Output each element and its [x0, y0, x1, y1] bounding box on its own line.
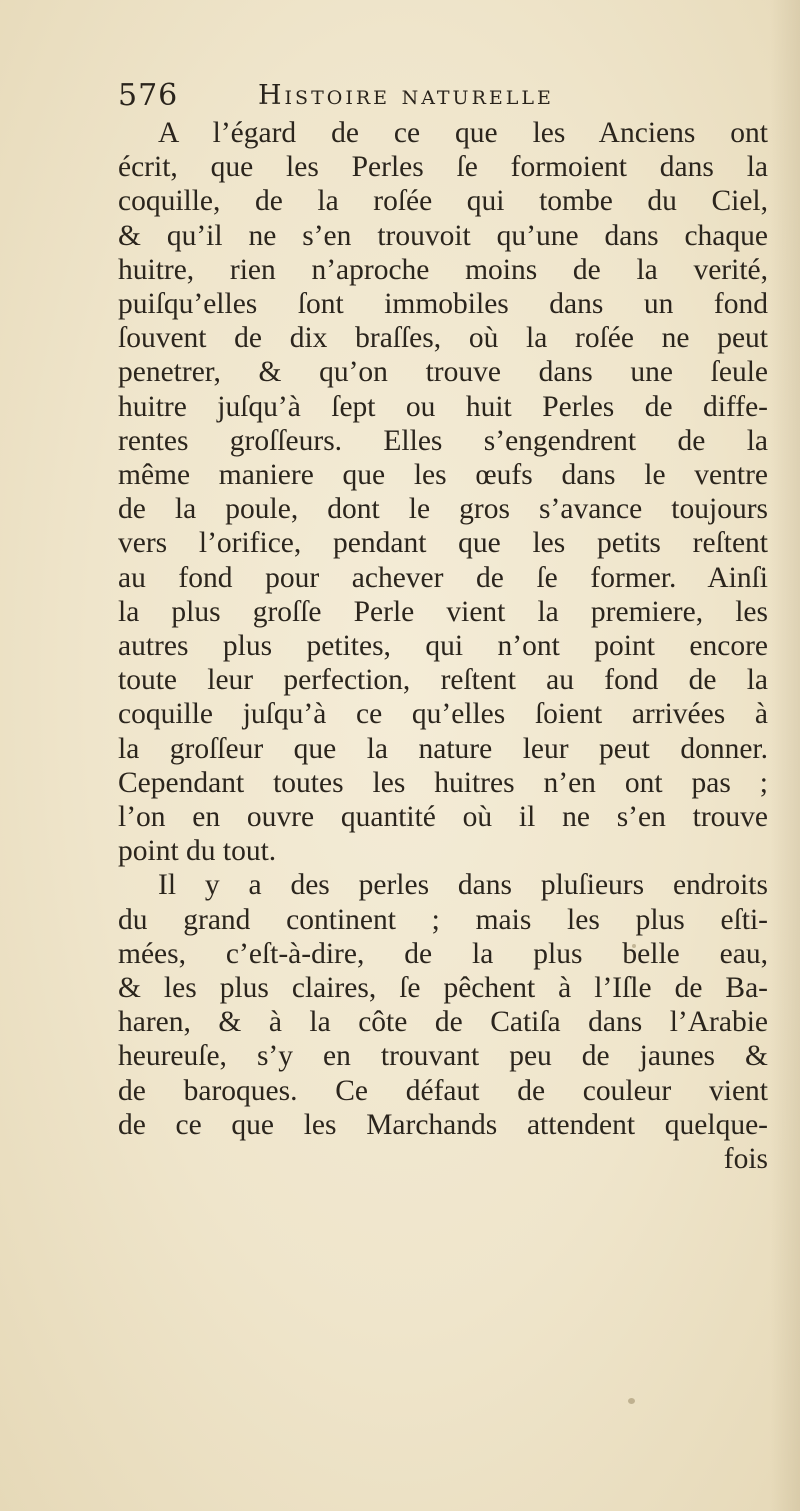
text-line: & les plus claires, ſe pêchent à l’Iſle de Ba-: [118, 972, 768, 1005]
text-line: haren, & à la côte de Catiſa dans l’Arabie: [118, 1006, 768, 1039]
text-line: & qu’il ne s’en trouvoit qu’une dans chaque: [118, 219, 768, 252]
text-line: de baroques. Ce défaut de couleur vient: [118, 1074, 768, 1107]
text-line: l’on en ouvre quantité où il ne s’en trouve: [118, 801, 768, 834]
text-line: huitre, rien n’aproche moins de la verité,: [118, 253, 768, 286]
text-line: coquille, de la roſée qui tombe du Ciel,: [118, 185, 768, 218]
text-line: même maniere que les œufs dans le ventre: [118, 459, 768, 492]
text-line: de la poule, dont le gros s’avance toujours: [118, 493, 768, 526]
text-line: A l’égard de ce que les Anciens ont: [158, 117, 768, 149]
text-line: puiſqu’elles ſont immobiles dans un fond: [118, 288, 768, 321]
text-line: huitre juſqu’à ſept ou huit Perles de diffe-: [118, 390, 768, 423]
text-line: penetrer, & qu’on trouve dans une ſeule: [118, 356, 768, 389]
page-header: [118, 78, 678, 113]
text-line: heureuſe, s’y en trouvant peu de jaunes &: [118, 1040, 768, 1073]
text-line: la groſſeur que la nature leur peut donner.: [118, 732, 768, 765]
text-line: du grand continent ; mais les plus eſti-: [118, 903, 768, 936]
text-line: coquille juſqu’à ce qu’elles ſoient arrivées à: [118, 698, 768, 731]
text-line: écrit, que les Perles ſe formoient dans la: [118, 151, 768, 184]
text-line: toute leur perfection, reſtent au fond de la: [118, 664, 768, 697]
text-line: ſouvent de dix braſſes, où la roſée ne peut: [118, 322, 768, 355]
catchword: fois: [723, 1143, 768, 1176]
text-line: autres plus petites, qui n’ont point encore: [118, 630, 768, 663]
paragraph-1: [118, 116, 768, 868]
text-line: de ce que les Marchands attendent quelque-: [118, 1108, 768, 1141]
body-text: [118, 116, 768, 1176]
paragraph-2: [118, 868, 768, 1142]
text-line: au fond pour achever de ſe former. Ainſi: [118, 561, 768, 594]
running-title: Histoire naturelle: [258, 80, 554, 111]
text-line: mées, c’eſt-à-dire, de la plus belle eau,: [118, 937, 768, 970]
text-line: point du tout.: [118, 835, 277, 868]
text-line: la plus groſſe Perle vient la premiere, les: [118, 595, 768, 628]
page-number: 576: [118, 78, 179, 113]
paper-spot: [628, 1398, 635, 1404]
text-line: Cependant toutes les huitres n’en ont pas ;: [118, 766, 768, 799]
text-line: rentes groſſeurs. Elles s’engendrent de la: [118, 424, 768, 457]
page-edge-shadow: [770, 0, 800, 1511]
text-line: Il y a des perles dans pluſieurs endroits: [158, 869, 768, 902]
text-line: vers l’orifice, pendant que les petits reſtent: [118, 527, 768, 560]
